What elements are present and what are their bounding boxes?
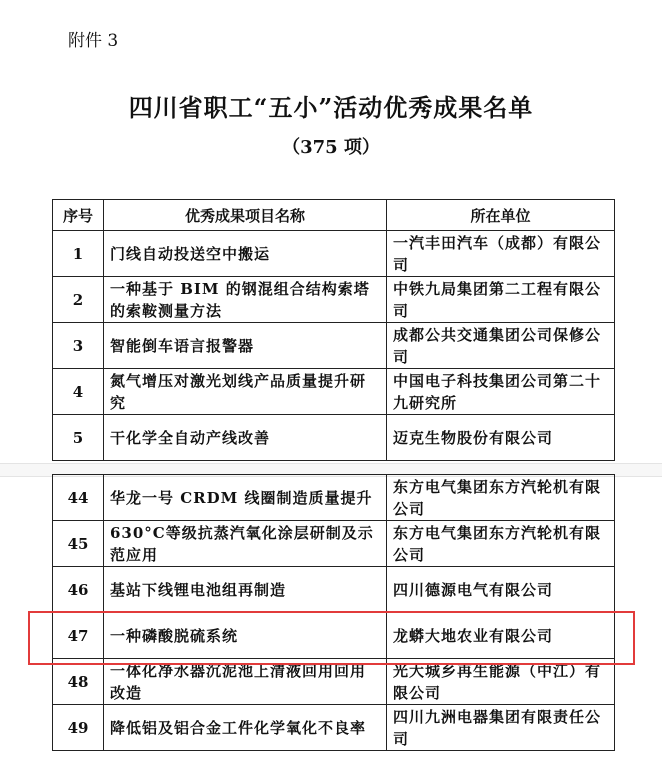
project-name: 降低铝及铝合金工件化学氧化不良率 xyxy=(104,705,387,751)
row-number: 3 xyxy=(53,323,104,369)
row-number: 44 xyxy=(53,475,104,521)
project-name: 一种磷酸脱硫系统 xyxy=(104,613,387,659)
table-row xyxy=(53,415,615,461)
table-row xyxy=(53,705,615,751)
row-number: 4 xyxy=(53,369,104,415)
column-header-unit: 所在单位 xyxy=(387,200,615,231)
organization-name: 光大城乡再生能源（中江）有限公司 xyxy=(387,659,615,705)
attachment-label: 附件 3 xyxy=(68,31,119,51)
organization-name: 四川九洲电器集团有限责任公司 xyxy=(387,705,615,751)
organization-name: 成都公共交通集团公司保修公司 xyxy=(387,323,615,369)
project-name: 一种基于 BIM 的钢混组合结构索塔的索鞍测量方法 xyxy=(104,277,387,323)
project-name: 630°C等级抗蒸汽氧化涂层研制及示范应用 xyxy=(104,521,387,567)
organization-name: 东方电气集团东方汽轮机有限公司 xyxy=(387,521,615,567)
organization-name: 中国电子科技集团公司第二十九研究所 xyxy=(387,369,615,415)
highlight-box xyxy=(28,611,635,665)
results-table-top xyxy=(52,199,615,461)
table-row xyxy=(53,323,615,369)
table-row xyxy=(53,567,615,613)
project-name: 干化学全自动产线改善 xyxy=(104,415,387,461)
row-number: 2 xyxy=(53,277,104,323)
table-row xyxy=(53,369,615,415)
row-number: 1 xyxy=(53,231,104,277)
column-header-serial: 序号 xyxy=(53,200,104,231)
organization-name: 迈克生物股份有限公司 xyxy=(387,415,615,461)
organization-name: 四川德源电气有限公司 xyxy=(387,567,615,613)
table-row xyxy=(53,521,615,567)
row-number: 48 xyxy=(53,659,104,705)
table-row xyxy=(53,659,615,705)
row-number: 46 xyxy=(53,567,104,613)
item-count: （375 项） xyxy=(282,137,380,158)
organization-name: 中铁九局集团第二工程有限公司 xyxy=(387,277,615,323)
organization-name: 龙蟒大地农业有限公司 xyxy=(387,613,615,659)
project-name: 基站下线锂电池组再制造 xyxy=(104,567,387,613)
table-row xyxy=(53,475,615,521)
row-number: 5 xyxy=(53,415,104,461)
organization-name: 一汽丰田汽车（成都）有限公司 xyxy=(387,231,615,277)
organization-name: 东方电气集团东方汽轮机有限公司 xyxy=(387,475,615,521)
project-name: 氮气增压对激光划线产品质量提升研究 xyxy=(104,369,387,415)
project-name: 智能倒车语言报警器 xyxy=(104,323,387,369)
row-number: 47 xyxy=(53,613,104,659)
column-header-project: 优秀成果项目名称 xyxy=(104,200,387,231)
table-row xyxy=(53,231,615,277)
project-name: 华龙一号 CRDM 线圈制造质量提升 xyxy=(104,475,387,521)
project-name: 门线自动投送空中搬运 xyxy=(104,231,387,277)
row-number: 45 xyxy=(53,521,104,567)
table-header-row xyxy=(53,200,615,231)
table-row xyxy=(53,277,615,323)
project-name: 一体化净水器沉泥池上清液回用回用改造 xyxy=(104,659,387,705)
row-number: 49 xyxy=(53,705,104,751)
page-title: 四川省职工“五小”活动优秀成果名单 xyxy=(128,93,534,122)
